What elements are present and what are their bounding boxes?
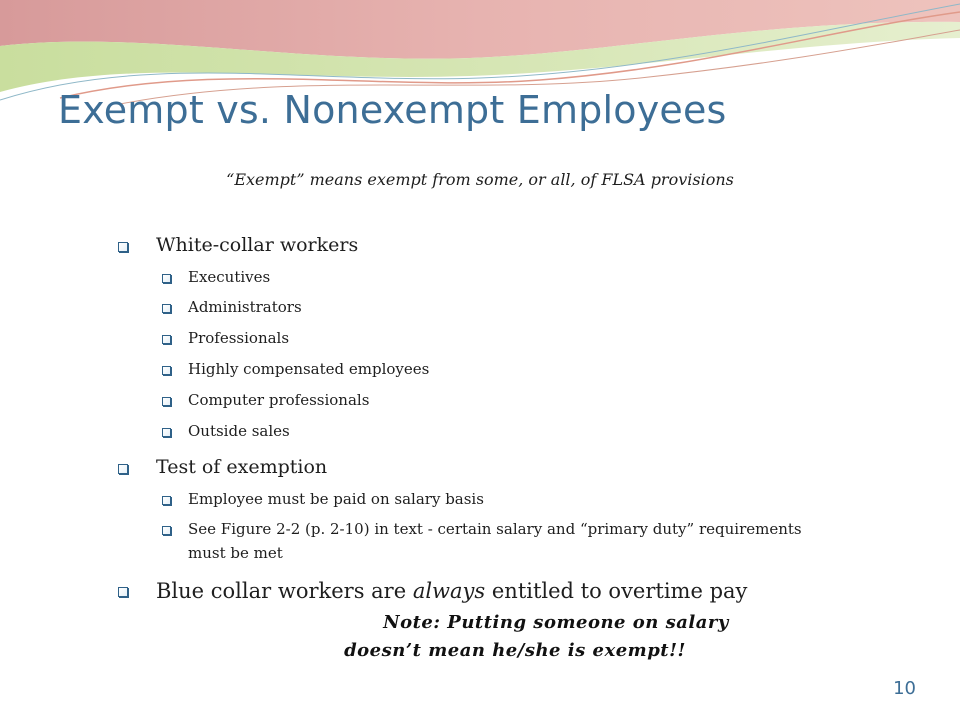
bullet-box-icon <box>162 274 171 283</box>
bullet-box-icon <box>162 304 171 313</box>
note-line-1: Note: Putting someone on salary <box>383 612 729 633</box>
bullet-box-icon <box>162 428 171 437</box>
bullet-box-icon <box>118 464 128 474</box>
bullet-box-icon <box>118 242 128 252</box>
slide: Exempt vs. Nonexempt Employees “Exempt” means exempt from some, or all, of FLSA provisions White-collar workers Executives Administrators Professionals Highly compensated employees Computer professionals Outside sales Test of exemption Employee must be paid on salary basis See Figure 2-2 (p. 2-10) in text - certain salary and “primary duty” requirements must be met Blue collar workers are always entitled to overtime pay Note: Putting someone on salary doesn’t mean he/she is exempt!! 10 <box>0 0 960 720</box>
slide-title: Exempt vs. Nonexempt Employees <box>58 88 727 132</box>
bullet-box-icon <box>118 587 128 597</box>
bullet-box-icon <box>162 366 171 375</box>
bullet-box-icon <box>162 526 171 535</box>
page-number: 10 <box>893 678 916 699</box>
bullet-box-icon <box>162 397 171 406</box>
note-line-2: doesn’t mean he/she is exempt!! <box>344 640 686 661</box>
bullet-box-icon <box>162 335 171 344</box>
bullet-box-icon <box>162 496 171 505</box>
slide-subtitle: “Exempt” means exempt from some, or all, of FLSA provisions <box>226 170 734 189</box>
